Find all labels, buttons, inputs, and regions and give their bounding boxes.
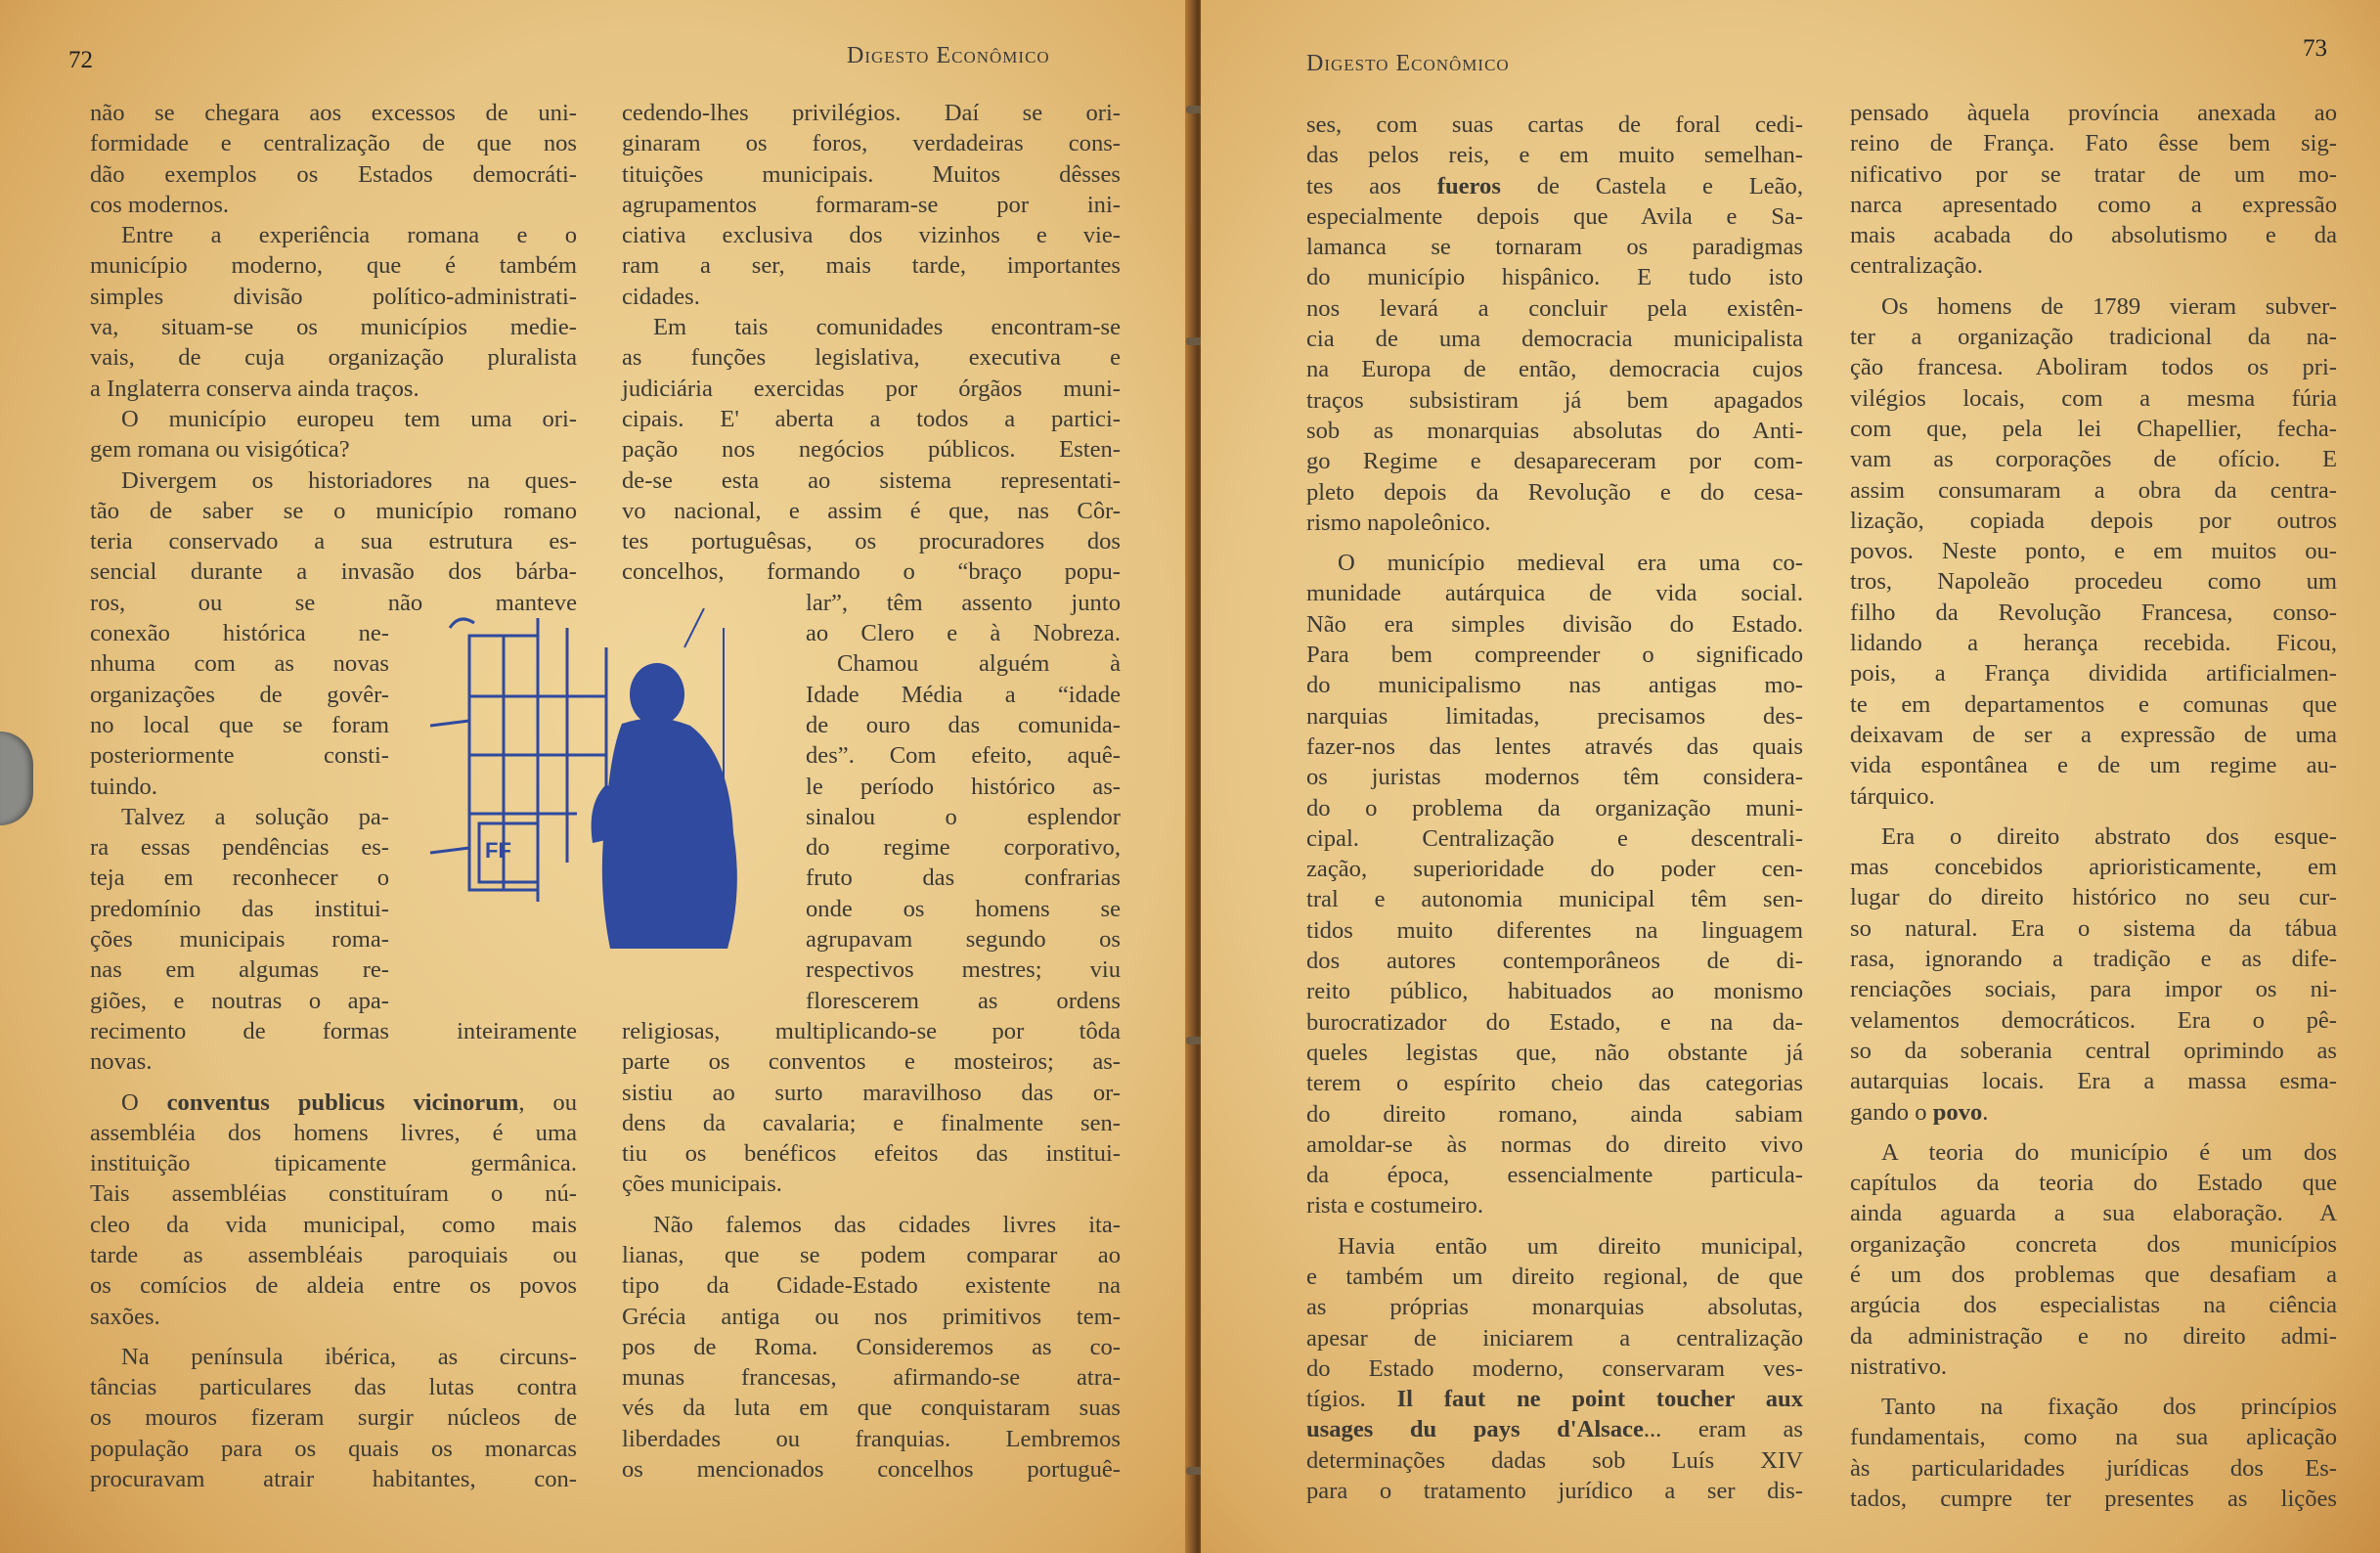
text-line: autarquias locais. Era a massa esma- xyxy=(1850,1068,2337,1095)
text-line: do Estado moderno, conservaram ves- xyxy=(1306,1354,1803,1382)
text-line: sinalou o esplendor xyxy=(806,803,1121,830)
text-line: da época, essencialmente particula- xyxy=(1306,1162,1803,1189)
text-line: cipais. E' aberta a todos a partici- xyxy=(622,405,1121,432)
text-line: tidos muito diferentes na linguagem xyxy=(1306,916,1803,944)
text-line: pensado àquela província anexada ao xyxy=(1850,100,2337,126)
text-line: conexão histórica ne- xyxy=(90,620,389,647)
text-line: renciações sociais, para impor os ni- xyxy=(1850,976,2337,1003)
text-line: determinações dadas sob Luís XIV xyxy=(1306,1446,1803,1474)
text-line: teja em reconhecer o xyxy=(90,865,389,892)
text-line: novas. xyxy=(90,1048,153,1076)
text-line: Grécia antiga ou nos primitivos tem- xyxy=(622,1303,1121,1330)
text-line: com que, pela lei Chapellier, fecha- xyxy=(1850,415,2337,442)
text-line: tral e autonomia municipal têm sen- xyxy=(1306,886,1803,913)
text-line: argúcia dos especialistas na ciência xyxy=(1850,1292,2337,1319)
text-line: religiosas, multiplicando-se por tôda xyxy=(622,1017,1121,1044)
paragraph-block xyxy=(622,1016,1121,1200)
text-line: Tais assembléias constituíram o nú- xyxy=(90,1180,577,1208)
running-head: Digesto Econômico xyxy=(1306,51,1510,76)
text-line: cidades. xyxy=(622,283,700,310)
figure-letters: FF xyxy=(485,838,511,863)
text-line: pleto depois da Revolução e do cesa- xyxy=(1306,478,1803,506)
text-line: amoldar-se às normas do direito vivo xyxy=(1306,1131,1803,1158)
text-line: cedendo-lhes privilégios. Daí se ori- xyxy=(622,100,1121,126)
text-line: organizações de govêr- xyxy=(90,681,389,708)
text-line: cos modernos. xyxy=(90,191,230,218)
text-line: de ouro das comunida- xyxy=(806,711,1121,738)
text-line: tárquico. xyxy=(1850,782,1935,810)
text-line: Os homens de 1789 vieram subver- xyxy=(1881,292,2337,320)
text-line: do o problema da organização muni- xyxy=(1306,794,1803,821)
text-line: é um dos problemas que desafiam a xyxy=(1850,1261,2337,1288)
text-line: munidade autárquica de vida social. xyxy=(1306,580,1803,607)
text-line: saxões. xyxy=(90,1303,160,1330)
text-line: traços subsistiram já bem apagados xyxy=(1306,386,1803,414)
paragraph-block xyxy=(1850,821,2337,1097)
text-line: tiu os benéficos efeitos das institui- xyxy=(622,1140,1121,1168)
paragraph-block xyxy=(1306,548,1803,1221)
text-line: nhuma com as novas xyxy=(90,650,389,678)
text-line: Para bem compreender o significado xyxy=(1306,642,1803,669)
text-line: ainda aguarda a sua elaboração. A xyxy=(1850,1200,2337,1227)
text-line: reito público, habituados ao monismo xyxy=(1306,978,1803,1005)
paragraph-block xyxy=(1850,98,2337,282)
text-line: lidando a herança recebida. Ficou, xyxy=(1850,630,2337,657)
text-line: usages du pays d'Alsace... eram as xyxy=(1306,1416,1803,1443)
text-line: O município medieval era uma co- xyxy=(1338,550,1803,577)
text-line: reino de França. Fato êsse bem sig- xyxy=(1850,130,2337,157)
text-line: tarde as assembléais paroquiais ou xyxy=(90,1241,577,1268)
text-line: pação nos negócios públicos. Esten- xyxy=(622,436,1121,464)
text-line: Era o direito abstrato dos esque- xyxy=(1881,822,2337,850)
text-line: instituição tipicamente germânica. xyxy=(90,1150,577,1177)
text-line-left: recimento de formas xyxy=(90,1017,389,1044)
text-line: mais acabada do absolutismo e da xyxy=(1850,222,2337,249)
text-line: tituições municipais. Muitos dêsses xyxy=(622,160,1121,188)
text-line: concelhos, formando o “braço popu- xyxy=(622,558,1121,586)
text-line: assim consumaram a obra da centra- xyxy=(1850,476,2337,504)
text-line: go Regime e desapareceram por com- xyxy=(1306,448,1803,475)
text-line: narca apresentado como a expressão xyxy=(1850,191,2337,218)
text-line: sencial durante a invasão dos bárba- xyxy=(90,558,577,586)
text-line: do regime corporativo, xyxy=(806,834,1121,862)
text-line: nas em algumas re- xyxy=(90,956,389,984)
text-line: sob as monarquias absolutas do Anti- xyxy=(1306,417,1803,444)
running-head: Digesto Econômico xyxy=(847,43,1050,68)
text-line: os mouros fizeram surgir núcleos de xyxy=(90,1404,577,1432)
text-line: sistiu ao surto maravilhoso das or- xyxy=(622,1079,1121,1106)
text-line: Divergem os historiadores na ques- xyxy=(121,466,577,494)
text-line: organização concreta dos municípios xyxy=(1850,1230,2337,1258)
text-line: lar”, têm assento junto xyxy=(806,589,1121,616)
text-line-right: inteiramente xyxy=(457,1017,577,1044)
bold-term: povo xyxy=(1932,1098,1983,1126)
text-line: respectivos mestres; viu xyxy=(806,956,1121,984)
text-line: judiciária exercidas por órgãos muni- xyxy=(622,375,1121,402)
text-line: liberdades ou franquias. Lembremos xyxy=(622,1425,1121,1452)
text-line: giões, e noutras o apa- xyxy=(90,987,389,1014)
page-number: 72 xyxy=(68,47,93,73)
text-line: nistrativo. xyxy=(1850,1353,1948,1380)
text-line: capítulos da teoria do Estado que xyxy=(1850,1170,2337,1197)
text-line: rista e costumeiro. xyxy=(1306,1192,1483,1220)
text-line: na Europa de então, democracia cujos xyxy=(1306,356,1803,383)
text-line: fundamentais, como na sua aplicação xyxy=(1850,1424,2337,1451)
paragraph-conventus: O conventus publicus vicinorum, ou xyxy=(121,1088,577,1116)
text-line: município moderno, que é também xyxy=(90,252,577,280)
text-line: cleo da vida municipal, como mais xyxy=(90,1211,577,1238)
text-line: ros, ou se não manteve xyxy=(90,589,577,616)
text-line: ciativa exclusiva dos vizinhos e vie- xyxy=(622,222,1121,249)
text-line: fazer-nos das lentes através das quais xyxy=(1306,732,1803,760)
text-line: assembléia dos homens livres, é uma xyxy=(90,1119,577,1146)
text-line: ção francesa. Aboliram todos os pri- xyxy=(1850,354,2337,381)
text-line: tão de saber se o município romano xyxy=(90,497,577,524)
text-line: vam as corporações de ofício. E xyxy=(1850,446,2337,473)
text-line: gem romana ou visigótica? xyxy=(90,436,350,464)
text-line: procuravam atrair habitantes, con- xyxy=(90,1466,577,1493)
text-line: onde os homens se xyxy=(806,895,1121,922)
text-line: vais, de cuja organização pluralista xyxy=(90,344,577,372)
text-line: tados, cumpre ter presentes as lições xyxy=(1850,1486,2337,1513)
text-line: no local que se foram xyxy=(90,711,389,738)
text-line: posteriormente consti- xyxy=(90,742,389,770)
paragraph-block xyxy=(1850,1137,2337,1382)
text-line: formidade e centralização de que nos xyxy=(90,130,577,157)
text-line: Havia então um direito municipal, xyxy=(1338,1232,1803,1260)
text-line: te em departamentos e comunas que xyxy=(1850,690,2337,718)
text-line: apesar de iniciarem a centralização xyxy=(1306,1324,1803,1352)
text-line: cipal. Centralização e descentrali- xyxy=(1306,824,1803,852)
text-line: A teoria do município é um dos xyxy=(1881,1138,2337,1166)
text-line: de-se esta ao sistema representati- xyxy=(622,466,1121,494)
text-line: vilégios locais, com a mesma fúria xyxy=(1850,384,2337,412)
bold-term: fueros xyxy=(1436,172,1501,200)
text-line: para o tratamento jurídico a ser dis- xyxy=(1306,1478,1803,1505)
text-line: zação, superioridade do poder cen- xyxy=(1306,856,1803,883)
text-line: teria conservado a sua estrutura es- xyxy=(90,528,577,555)
text-line: velamentos democráticos. Era o pê- xyxy=(1850,1006,2337,1034)
right-column-2 xyxy=(1850,98,2337,1514)
text-line: pos de Roma. Consideremos as co- xyxy=(622,1333,1121,1360)
text-line: lização, copiada depois por outros xyxy=(1850,507,2337,534)
paragraph-block xyxy=(1850,1392,2337,1514)
paragraph-block xyxy=(90,1342,577,1494)
text-line: os juristas modernos têm considera- xyxy=(1306,764,1803,791)
text-line: O município europeu tem uma ori- xyxy=(121,405,577,432)
text-line: os comícios de aldeia entre os povos xyxy=(90,1272,577,1300)
text-line: ao Clero e à Nobreza. xyxy=(806,620,1121,647)
text-line: va, situam-se os municípios medie- xyxy=(90,314,577,341)
text-line: dens da cavalaria; e finalmente sen- xyxy=(622,1109,1121,1136)
text-line: lianas, que se podem comparar ao xyxy=(622,1241,1121,1268)
text-line xyxy=(90,1016,577,1046)
bold-quote: usages du pays d'Alsace xyxy=(1306,1416,1644,1443)
paragraph-block xyxy=(622,98,1121,588)
text-line: tros, Napoleão procedeu como um xyxy=(1850,568,2337,596)
text-line: ções municipais. xyxy=(622,1171,782,1198)
wrapped-text-block xyxy=(90,618,389,1016)
text-line: centralização. xyxy=(1850,252,1983,280)
text-line: Não falemos das cidades livres ita- xyxy=(653,1211,1121,1238)
text-line: da administração e no direito admi- xyxy=(1850,1322,2337,1350)
text-line: so natural. Era o sistema da tábua xyxy=(1850,914,2337,942)
text-line: narquias limitadas, precisamos des- xyxy=(1306,702,1803,730)
text-line: povos. Neste ponto, e em muitos ou- xyxy=(1850,538,2337,565)
text-line: das pelos reis, e em muito semelhan- xyxy=(1306,142,1803,169)
paragraph-block xyxy=(1850,291,2337,812)
text-line: a Inglaterra conserva ainda traços. xyxy=(90,375,419,402)
text-line: simples divisão político-administrati- xyxy=(90,283,577,310)
text-line: população para os quais os monarcas xyxy=(90,1435,577,1462)
text-line: Não era simples divisão do Estado. xyxy=(1306,610,1803,638)
text-line: mas concebidos aprioristicamente, em xyxy=(1850,854,2337,881)
text-line: Em tais comunidades encontram-se xyxy=(653,314,1121,341)
text-line: parte os conventos e mosteiros; as- xyxy=(622,1048,1121,1076)
text-line: do municipalismo nas antigas mo- xyxy=(1306,672,1803,699)
text-line: deixavam de ser a expressão de uma xyxy=(1850,721,2337,748)
text-line: le período histórico as- xyxy=(806,773,1121,800)
text-line: do direito romano, ainda sabiam xyxy=(1306,1100,1803,1128)
text-line: terem o espírito cheio das categorias xyxy=(1306,1070,1803,1097)
wrapped-text-block xyxy=(806,588,1121,1016)
text-line: tâncias particulares das lutas contra xyxy=(90,1374,577,1401)
text-line: tipo da Cidade-Estado existente na xyxy=(622,1272,1121,1300)
text-line: fruto das confrarias xyxy=(806,865,1121,892)
text-line: so da soberania central oprimindo as xyxy=(1850,1037,2337,1064)
page-number: 73 xyxy=(2303,35,2327,62)
text-line: rasa, ignorando a tradição e as dife- xyxy=(1850,946,2337,973)
text-line: rismo napoleônico. xyxy=(1306,509,1491,536)
paragraph-block xyxy=(1306,1231,1803,1384)
text-line: às particularidades jurídicas dos Es- xyxy=(1850,1454,2337,1482)
paragraph-block xyxy=(622,1210,1121,1486)
paragraph-block xyxy=(1306,1445,1803,1507)
right-column-1 xyxy=(1306,110,1803,1506)
paragraph-block xyxy=(90,1046,577,1077)
text-line: burocratizador do Estado, e na da- xyxy=(1306,1008,1803,1036)
text-line: lamanca se tornaram os paradigmas xyxy=(1306,234,1803,261)
text-line: Idade Média a “idade xyxy=(806,681,1121,708)
text-line: tes portuguêsas, os procuradores dos xyxy=(622,528,1121,555)
text-line: cia de uma democracia municipalista xyxy=(1306,326,1803,353)
text-line: nificativo por se tratar de um mo- xyxy=(1850,160,2337,188)
text-line: ginaram os foros, verdadeiras cons- xyxy=(622,130,1121,157)
text-line: do município hispânico. E tudo isto xyxy=(1306,264,1803,291)
text-line: tes aos fueros de Castela e Leão, xyxy=(1306,172,1803,200)
text-line: munas francesas, afirmando-se atra- xyxy=(622,1364,1121,1392)
text-line: ções municipais roma- xyxy=(90,926,389,954)
bold-term: conventus publicus vicinorum xyxy=(166,1088,519,1116)
paragraph-block xyxy=(1306,201,1803,538)
binder-hole xyxy=(0,732,33,825)
text-line: vo nacional, e assim é que, nas Côr- xyxy=(622,497,1121,524)
text-line: as próprias monarquias absolutas, xyxy=(1306,1294,1803,1321)
text-line: nos levará a concluir pela existên- xyxy=(1306,294,1803,322)
text-line: dos autores contemporâneos de di- xyxy=(1306,948,1803,975)
text-line: Entre a experiência romana e o xyxy=(121,222,577,249)
text-line: vida espontânea e de um regime au- xyxy=(1850,752,2337,779)
text-line: agrupamentos formaram-se por ini- xyxy=(622,191,1121,218)
bold-quote: Il faut ne point toucher aux xyxy=(1396,1386,1803,1413)
text-line: pois, a França dividida artificialmen- xyxy=(1850,660,2337,688)
text-line: vés da luta em que conquistaram suas xyxy=(622,1395,1121,1422)
text-line: Talvez a solução pa- xyxy=(121,803,389,830)
text-line: as funções legislativa, executiva e xyxy=(622,344,1121,372)
text-line: ram a ser, mais tarde, importantes xyxy=(622,252,1121,280)
text-line: Na península ibérica, as circuns- xyxy=(121,1343,577,1370)
paragraph-block xyxy=(1306,110,1803,171)
text-line: Tanto na fixação dos princípios xyxy=(1881,1394,2337,1421)
text-line: os mencionados concelhos portuguê- xyxy=(622,1456,1121,1484)
text-line: gando o povo. xyxy=(1850,1098,1989,1126)
text-line: especialmente depois que Avila e Sa- xyxy=(1306,202,1803,230)
text-line: dão exemplos os Estados democráti- xyxy=(90,160,577,188)
text-line: queles legistas que, não obstante já xyxy=(1306,1039,1803,1066)
right-page xyxy=(1201,0,2380,1553)
paragraph-block xyxy=(90,1118,577,1332)
text-line: des”. Com efeito, aquê- xyxy=(806,742,1121,770)
text-line: filho da Revolução Francesa, conso- xyxy=(1850,599,2337,626)
text-line: tígios. Il faut ne point toucher aux xyxy=(1306,1386,1803,1413)
paragraph-block xyxy=(90,98,577,618)
text-line: ra essas pendências es- xyxy=(90,834,389,862)
left-column-2 xyxy=(622,98,1121,1485)
text-line: ter a organização tradicional da na- xyxy=(1850,324,2337,351)
text-line: não se chegara aos excessos de uni- xyxy=(90,100,577,126)
text-line: e também um direito regional, de que xyxy=(1306,1263,1803,1290)
text-line: predomínio das institui- xyxy=(90,895,389,922)
text-line: tuindo. xyxy=(90,773,158,800)
text-line: florescerem as ordens xyxy=(806,987,1121,1014)
text-line: Chamou alguém à xyxy=(837,650,1121,678)
text-line: lugar do direito histórico no seu cur- xyxy=(1850,884,2337,911)
text-line: agrupavam segundo os xyxy=(806,926,1121,954)
text-line: ses, com suas cartas de foral cedi- xyxy=(1306,111,1803,138)
